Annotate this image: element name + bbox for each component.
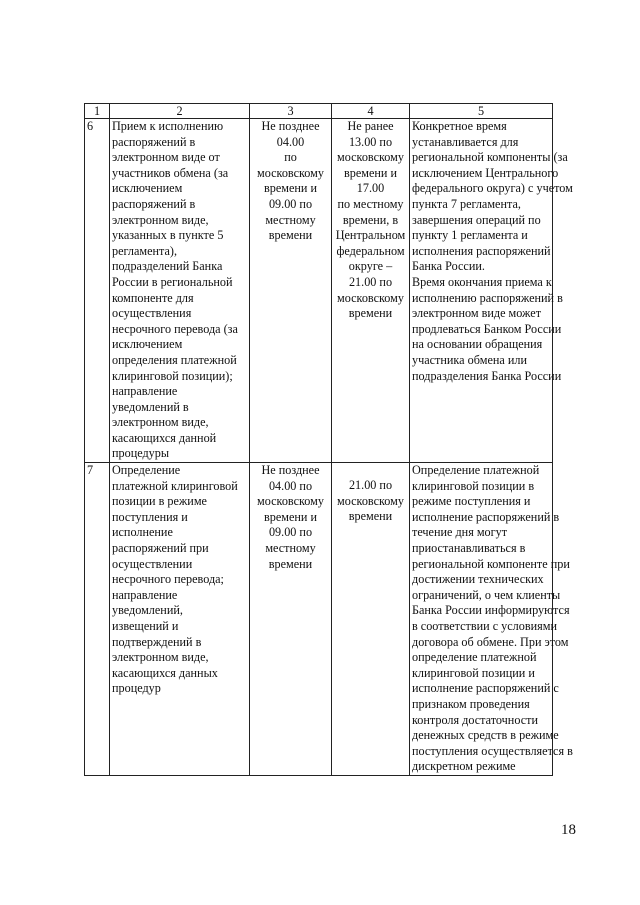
cell-line: достижении технических [412, 572, 544, 587]
cell-line: электронном виде, [112, 650, 209, 665]
cell-line: Не позднее [261, 463, 320, 478]
cell-line: подразделения Банка России [412, 368, 562, 383]
cell-line: касающихся данной [112, 430, 217, 445]
cell-line: Не ранее [347, 119, 394, 133]
cell-line: по [284, 150, 297, 165]
header-col-3: 3 [250, 104, 332, 119]
header-col-1: 1 [85, 104, 110, 119]
cell-line: поступления осуществляется в [412, 743, 573, 758]
cell-line: электронном виде может [412, 306, 542, 321]
cell-line: позиции в режиме [112, 494, 207, 509]
table-row [85, 463, 553, 776]
cell-line: московскому [337, 290, 404, 305]
cell-line: клиринговой позиции в [412, 478, 535, 493]
cell-line: Центральном [335, 228, 406, 243]
notes-cell [410, 119, 573, 463]
row-number: 6 [85, 119, 110, 463]
page-number: 18 [561, 822, 576, 838]
cell-line: в соответствии с условиями [412, 619, 557, 633]
cell-line: исполнение распоряжений в [412, 509, 560, 524]
cell-line: 17.00 [356, 181, 385, 196]
cell-line: продлеваться Банком России [412, 321, 562, 336]
cell-line: течение дня могут [412, 525, 508, 540]
cell-line: контроля достаточности [412, 712, 538, 727]
cell-line: определения платежной [112, 352, 237, 367]
cell-line: Определение [112, 463, 181, 478]
cell-line: округе – [348, 259, 393, 274]
cell-line: электронном виде от [112, 150, 220, 165]
cell-line: пункту 1 регламента и [412, 228, 528, 243]
cell-line: местному [265, 212, 316, 227]
cell-line: указанных в пункте 5 [112, 228, 224, 243]
cell-line: дискретном режиме [412, 759, 516, 774]
cell-line: уведомлений, [112, 603, 183, 618]
cell-line: договора об обмене. При этом [412, 634, 569, 649]
cell-line: устанавливается для [412, 134, 519, 149]
cell-line: московскому [337, 493, 404, 508]
cell-line: Прием к исполнению [112, 119, 224, 133]
cell-line: денежных средств в режиме [412, 728, 559, 743]
cell-line: московскому [337, 150, 404, 165]
cell-line: уведомлений в [112, 399, 189, 414]
cell-line: 09.00 по [268, 525, 313, 540]
cell-line: платежной клиринговой [112, 478, 238, 493]
start-time-cell [250, 463, 332, 776]
table-row [85, 119, 553, 463]
cell-line: времени и [264, 509, 317, 524]
cell-line: России в региональной [112, 274, 233, 289]
cell-line: режиме поступления и [412, 494, 531, 509]
notes-cell [410, 463, 573, 776]
cell-line: извещений и [112, 619, 179, 633]
row-number: 7 [85, 463, 110, 776]
cell-line: времени и [264, 181, 317, 196]
cell-line: 09.00 по [268, 196, 313, 211]
cell-line: исключением [112, 181, 183, 196]
cell-line: Банка России информируются [412, 603, 570, 618]
cell-line: федерального округа) с учетом [412, 181, 573, 196]
cell-line: исполнение распоряжений с [412, 681, 559, 696]
cell-line: процедуры [112, 446, 170, 461]
cell-line: 13.00 по [348, 134, 393, 149]
header-col-5: 5 [410, 104, 553, 119]
cell-line: 21.00 по [348, 478, 393, 493]
cell-line: касающихся данных [112, 665, 218, 680]
cell-line: регламента), [112, 243, 178, 258]
cell-line: Конкретное время [412, 119, 507, 133]
cell-line: несрочного перевода; [112, 572, 224, 587]
header-col-2: 2 [110, 104, 250, 119]
cell-line: времени [268, 228, 313, 243]
cell-line: региональной компоненты (за [412, 150, 568, 165]
cell-line: определение платежной [412, 650, 537, 665]
cell-line: местному [265, 541, 316, 556]
cell-line: несрочного перевода (за [112, 321, 238, 336]
cell-line: исключением [112, 337, 183, 352]
cell-line: распоряжений в [112, 196, 196, 211]
cell-line: клиринговой позиции); [112, 368, 233, 383]
regulation-table [84, 103, 573, 776]
cell-line: исполнения распоряжений [412, 243, 551, 258]
cell-line: участника обмена или [412, 352, 528, 367]
cell-line: Банка России. [412, 259, 485, 274]
header-col-4: 4 [332, 104, 410, 119]
end-time-cell [332, 119, 410, 463]
cell-line: московскому [257, 165, 324, 180]
cell-line: процедур [112, 681, 161, 696]
procedure-cell [110, 463, 250, 776]
cell-line: завершения операций по [412, 212, 541, 227]
cell-line: времени [348, 509, 393, 524]
procedure-cell [110, 119, 250, 463]
cell-line: 04.00 [276, 134, 305, 149]
cell-line: направление [112, 587, 178, 602]
cell-line: ограничений, о чем клиенты [412, 587, 561, 602]
cell-line: исполнению распоряжений в [412, 290, 563, 305]
cell-line: подтверждений в [112, 634, 202, 649]
cell-line: поступления и [112, 509, 188, 524]
cell-line: времени [268, 556, 313, 571]
cell-line: осуществления [112, 306, 192, 321]
start-time-cell [250, 119, 332, 463]
cell-line: электронном виде, [112, 212, 209, 227]
cell-line: осуществлении [112, 556, 193, 571]
cell-line: времени [348, 306, 393, 321]
cell-line: Время окончания приема к [412, 274, 552, 289]
cell-line: участников обмена (за [112, 165, 229, 180]
cell-line: 04.00 по [268, 478, 313, 493]
cell-line: московскому [257, 494, 324, 509]
cell-line: электронном виде, [112, 415, 209, 430]
cell-line: распоряжений при [112, 541, 209, 556]
cell-line: исполнение [112, 525, 173, 540]
cell-line: распоряжений в [112, 134, 196, 149]
cell-line: подразделений Банка [112, 259, 223, 274]
cell-line: по местному [337, 196, 404, 211]
cell-line: 21.00 по [348, 274, 393, 289]
cell-line: клиринговой позиции и [412, 665, 535, 680]
cell-line: Определение платежной [412, 463, 540, 478]
end-time-cell [332, 463, 410, 776]
cell-line: направление [112, 384, 178, 399]
cell-line: исключением Центрального [412, 165, 559, 180]
cell-line: времени, в [342, 212, 399, 227]
cell-line: приостанавливаться в [412, 541, 526, 556]
cell-line: пункта 7 регламента, [412, 196, 521, 211]
cell-line: федеральном [336, 243, 405, 258]
cell-line: компоненте для [112, 290, 194, 305]
cell-line: времени и [344, 165, 397, 180]
cell-line: на основании обращения [412, 337, 543, 352]
cell-line: региональной компоненте при [412, 556, 570, 571]
cell-line: признаком проведения [412, 696, 530, 711]
cell-line: Не позднее [261, 119, 320, 133]
table-header-row [85, 104, 553, 119]
